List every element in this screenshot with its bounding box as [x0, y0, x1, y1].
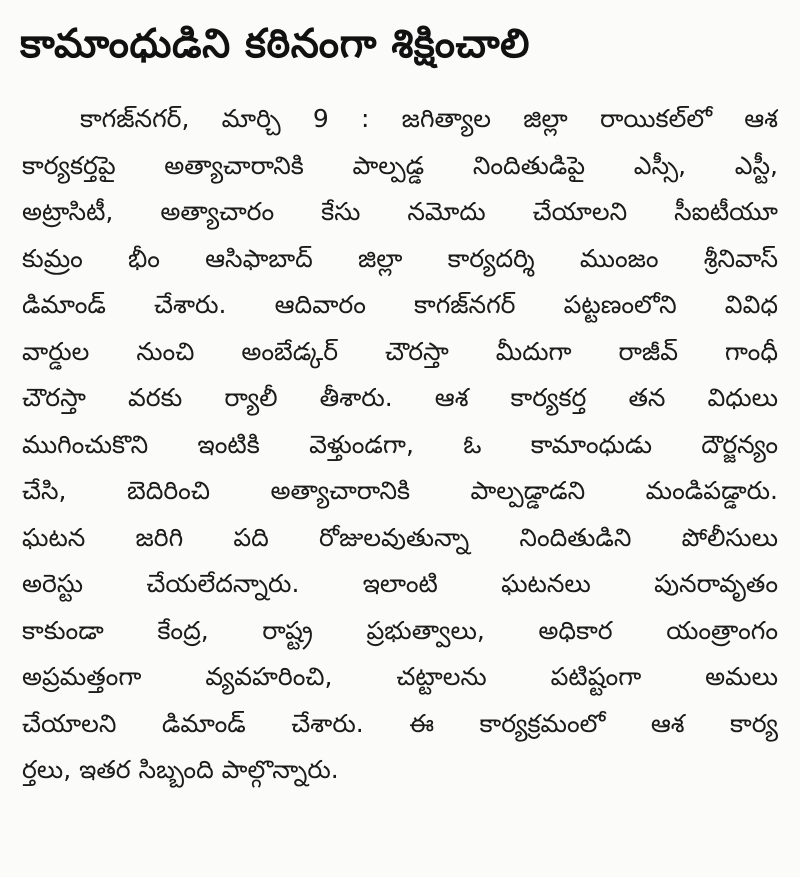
article-line: కాగజ్‌నగర్‌, మార్చి 9 : జగిత్యాల జిల్లా రాయికల్‌లో ఆశ: [80, 104, 778, 133]
article-line: చౌరస్తా వరకు ర్యాలీ తీశారు. ఆశ కార్యకర్త తన విధులు: [22, 383, 778, 412]
article-line: అప్రమత్తంగా వ్యవహరించి, చట్టాలను పటిష్టంగా అమలు: [22, 662, 778, 691]
article-line: అరెస్టు చేయలేదన్నారు. ఇలాంటి ఘటనలు పునరావృతం: [22, 569, 778, 598]
article-line: ర్తలు, ఇతర సిబ్బంది పాల్గొన్నారు.: [22, 755, 339, 784]
article-line: కుమ్రం భీం ఆసిఫాబాద్‌ జిల్లా కార్యదర్శి ముంజం శ్రీనివాస్‌: [22, 243, 778, 273]
article-body: [22, 96, 778, 794]
article-line: డిమాండ్‌ చేశారు. ఆదివారం కాగజ్‌నగర్‌ పట్టణంలోని వివిధ: [22, 290, 778, 319]
article-line: చేసి, బెదిరించి అత్యాచారానికి పాల్పడ్డాడని మండిపడ్డారు.: [22, 476, 778, 505]
article-line: ఘటన జరిగి పది రోజులవుతున్నా నిందితుడిని పోలీసులు: [22, 522, 778, 552]
article-line: ముగించుకొని ఇంటికి వెళ్తుండగా, ఓ కామాంధుడు దౌర్జన్యం: [22, 429, 778, 459]
article-line: చేయాలని డిమాండ్‌ చేశారు. ఈ కార్యక్రమంలో ఆశ కార్య: [22, 708, 778, 738]
article-line: వార్డుల నుంచి అంబేడ్కర్‌ చౌరస్తా మీదుగా రాజీవ్‌ గాంధీ: [22, 336, 778, 366]
article-line: కాకుండా కేంద్ర, రాష్ట్ర ప్రభుత్వాలు, అధికార యంత్రాంగం: [22, 615, 778, 645]
headline: కామాంధుడిని కఠినంగా శిక్షించాలి: [20, 21, 530, 67]
article-line: అట్రాసిటీ, అత్యాచారం కేసు నమోదు చేయాలని సీఐటీయూ: [22, 197, 778, 226]
article-line: కార్యకర్తపై అత్యాచారానికి పాల్పడ్డ నిందితుడిపై ఎస్సీ, ఎస్టీ,: [22, 150, 778, 180]
